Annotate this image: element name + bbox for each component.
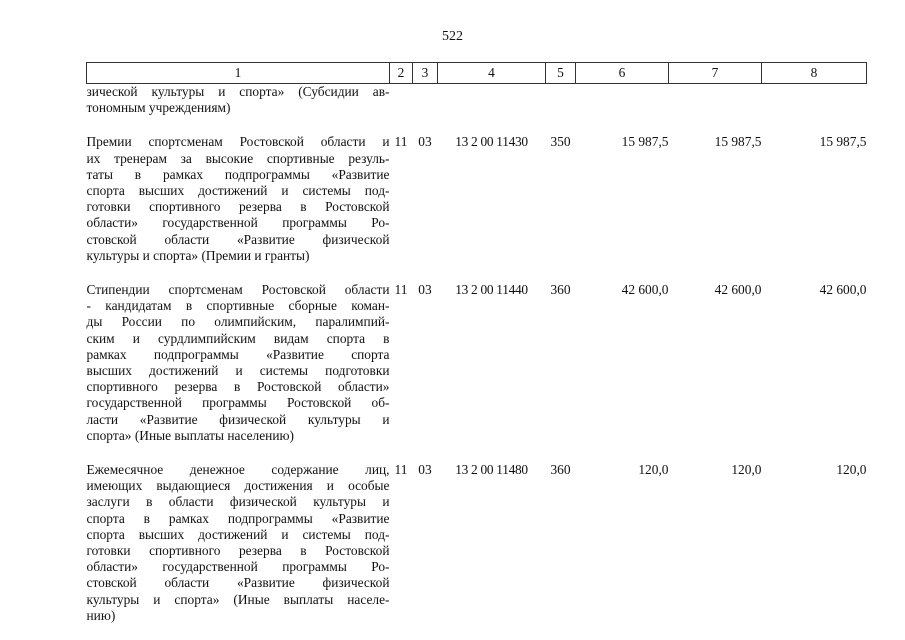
budget-table — [86, 62, 867, 624]
description-line: Премии спортсменам Ростовской области и — [86, 134, 390, 150]
row-description — [87, 282, 390, 444]
target-article-code: 13 2 00 11440 — [455, 282, 528, 298]
amount-col-7: 120,0 — [731, 462, 762, 478]
description-line: области» государственной программы Ро- — [86, 559, 390, 575]
target-article-code: 13 2 00 11430 — [455, 134, 528, 150]
description-line: стовской области «Развитие физической — [86, 575, 390, 591]
subsection-code: 03 — [418, 462, 432, 478]
subsection-code: 03 — [418, 282, 432, 298]
table-row — [87, 134, 867, 264]
description-line: имеющих выдающиеся достижения и особые — [86, 478, 390, 494]
column-header-4: 4 — [438, 63, 546, 84]
description-line: высших достижений и системы подготовки — [86, 363, 390, 379]
amount-col-7: 15 987,5 — [714, 134, 762, 150]
description-line: их тренерам за высокие спортивные резуль- — [86, 150, 390, 166]
section-code: 11 — [394, 282, 408, 298]
description-line: готовки спортивного резерва в Ростовской — [86, 199, 390, 215]
description-line: ды России по олимпийским, паралимпий- — [86, 314, 390, 330]
column-header-6: 6 — [576, 63, 669, 84]
description-line: спорта высших достижений и системы под- — [86, 526, 390, 542]
table-body — [87, 84, 867, 625]
description-line: тономным учреждениям) — [86, 100, 231, 116]
description-line: Ежемесячное денежное содержание лиц, — [86, 462, 390, 478]
expense-type-code — [546, 84, 576, 117]
description-line: государственной программы Ростовской об- — [86, 395, 390, 411]
description-line: спорта в рамках подпрограммы «Развитие — [86, 510, 390, 526]
column-header-2: 2 — [390, 63, 413, 84]
amount-col-7 — [669, 84, 762, 117]
section-code: 11 — [394, 462, 408, 478]
description-line: спортивного резерва в Ростовской области» — [86, 379, 390, 395]
expense-type-code: 360 — [550, 282, 571, 298]
row-spacer — [87, 264, 867, 282]
column-header-7: 7 — [669, 63, 762, 84]
description-line: рамках подпрограммы «Развитие спорта — [86, 346, 390, 362]
row-spacer-cell — [87, 264, 867, 282]
amount-col-8: 42 600,0 — [819, 282, 867, 298]
amount-col-8 — [762, 84, 867, 117]
description-line: спорта» (Иные выплаты населению) — [86, 427, 294, 443]
expense-type-code: 360 — [550, 462, 571, 478]
description-line: культуры и спорта» (Премии и гранты) — [86, 247, 310, 263]
amount-col-6: 120,0 — [638, 462, 669, 478]
column-header-1: 1 — [87, 63, 390, 84]
row-description — [87, 134, 390, 264]
description-line: таты в рамках подпрограммы «Развитие — [86, 166, 390, 182]
description-line: культуры и спорта» (Иные выплаты населе- — [86, 591, 390, 607]
column-header-5: 5 — [546, 63, 576, 84]
table-row — [87, 462, 867, 624]
description-line: зической культуры и спорта» (Субсидии ав- — [86, 84, 390, 99]
target-article-code: 13 2 00 11480 — [455, 462, 528, 478]
description-line: - кандидатам в спортивные сборные коман- — [86, 298, 390, 314]
amount-col-6: 15 987,5 — [621, 134, 669, 150]
section-code: 11 — [394, 134, 408, 150]
section-code — [390, 84, 413, 117]
expense-type-code: 350 — [550, 134, 571, 150]
description-line: спорта высших достижений и системы под- — [86, 183, 390, 199]
amount-col-7: 42 600,0 — [714, 282, 762, 298]
description-line: ским и сурдлимпийским видам спорта в — [86, 330, 390, 346]
row-spacer-cell — [87, 116, 867, 134]
page-number: 522 — [442, 29, 463, 44]
description-line: нию) — [86, 607, 116, 623]
table-row — [87, 282, 867, 444]
row-spacer — [87, 116, 867, 134]
column-header-3: 3 — [413, 63, 438, 84]
table-row — [87, 84, 867, 117]
description-line: стовской области «Развитие физической — [86, 231, 390, 247]
row-spacer-cell — [87, 444, 867, 462]
description-line: заслуги в области физической культуры и — [86, 494, 390, 510]
description-line: Стипендии спортсменам Ростовской области — [86, 282, 390, 298]
row-description — [87, 84, 390, 117]
row-spacer — [87, 444, 867, 462]
subsection-code — [413, 84, 438, 117]
subsection-code: 03 — [418, 134, 432, 150]
row-description — [87, 462, 390, 624]
description-line: ласти «Развитие физической культуры и — [86, 411, 390, 427]
header-row — [87, 63, 867, 84]
amount-col-6 — [576, 84, 669, 117]
amount-col-6: 42 600,0 — [621, 282, 669, 298]
amount-col-8: 120,0 — [836, 462, 867, 478]
column-header-8: 8 — [762, 63, 867, 84]
description-line: области» государственной программы Ро- — [86, 215, 390, 231]
target-article-code — [438, 84, 546, 117]
amount-col-8: 15 987,5 — [819, 134, 867, 150]
description-line: готовки спортивного резерва в Ростовской — [86, 543, 390, 559]
